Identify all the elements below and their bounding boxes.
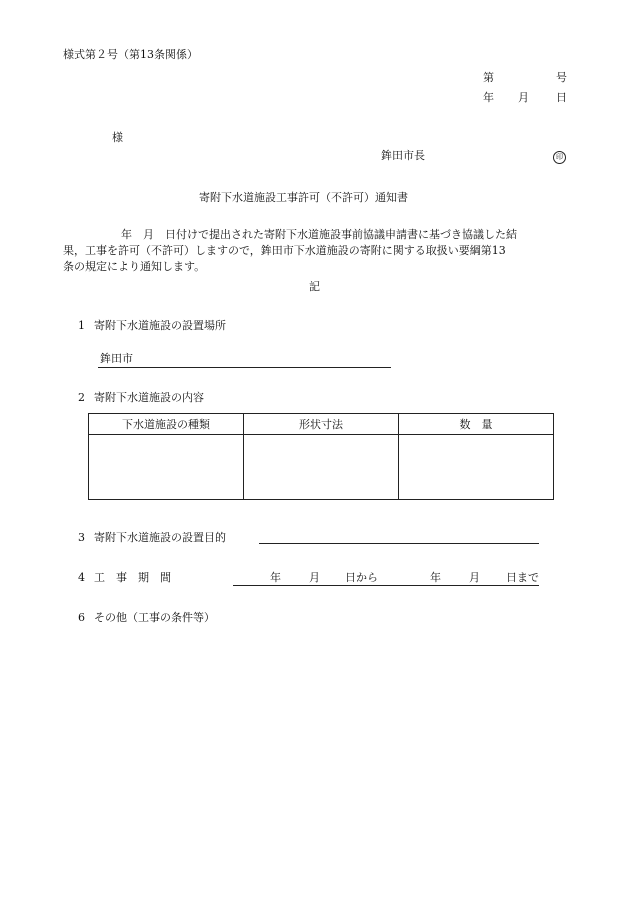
section-2-label: 寄附下水道施設の内容	[94, 391, 204, 404]
section-2-number: 2	[78, 391, 85, 404]
period-from-month: 月	[309, 571, 320, 584]
table-cell-dimensions	[244, 435, 399, 500]
section-6-label: その他（工事の条件等）	[94, 611, 215, 624]
date-month: 月	[518, 91, 529, 104]
section-6-number: 6	[78, 611, 85, 624]
seal-mark	[553, 149, 566, 164]
section-1-value: 鉾田市	[100, 352, 133, 365]
document-number-suffix: 号	[556, 71, 567, 84]
form-label: 様式第２号（第13条関係）	[63, 48, 198, 61]
section-4-underline	[233, 585, 539, 586]
date-day: 日	[556, 91, 567, 104]
seal-icon: 印	[553, 151, 566, 164]
section-1-label: 寄附下水道施設の設置場所	[94, 319, 226, 332]
table-header-quantity: 数 量	[399, 414, 554, 435]
section-4-label: 工 事 期 間	[94, 571, 171, 584]
document-number-prefix: 第	[483, 71, 494, 84]
body-line-2: 果，工事を許可（不許可）しますので，鉾田市下水道施設の寄附に関する取扱い要綱第13	[63, 244, 506, 257]
table-cell-type	[89, 435, 244, 500]
period-to-month: 月	[469, 571, 480, 584]
issuer: 鉾田市長	[381, 149, 425, 162]
document-title: 寄附下水道施設工事許可（不許可）通知書	[199, 191, 408, 204]
section-1-underline	[98, 367, 391, 368]
table-row	[89, 435, 554, 500]
table-header-dimensions: 形状寸法	[244, 414, 399, 435]
section-3-label: 寄附下水道施設の設置目的	[94, 531, 226, 544]
section-3-number: 3	[78, 531, 85, 544]
period-from-year: 年	[270, 571, 281, 584]
period-to-year: 年	[430, 571, 441, 584]
section-3-underline	[259, 543, 539, 544]
section-4-number: 4	[78, 571, 85, 584]
table-header-type: 下水道施設の種類	[89, 414, 244, 435]
period-from-day: 日から	[345, 571, 378, 584]
period-to-day: 日まで	[506, 571, 539, 584]
addressee-suffix: 様	[112, 131, 123, 144]
ki-heading: 記	[309, 280, 320, 293]
facility-contents-table	[88, 413, 554, 500]
table-cell-quantity	[399, 435, 554, 500]
body-line-1: 年 月 日付けで提出された寄附下水道施設事前協議申請書に基づき協議した結	[121, 228, 517, 241]
table-header-row	[89, 414, 554, 435]
section-1-number: 1	[78, 319, 85, 332]
body-line-3: 条の規定により通知します。	[63, 260, 206, 273]
date-year: 年	[483, 91, 494, 104]
